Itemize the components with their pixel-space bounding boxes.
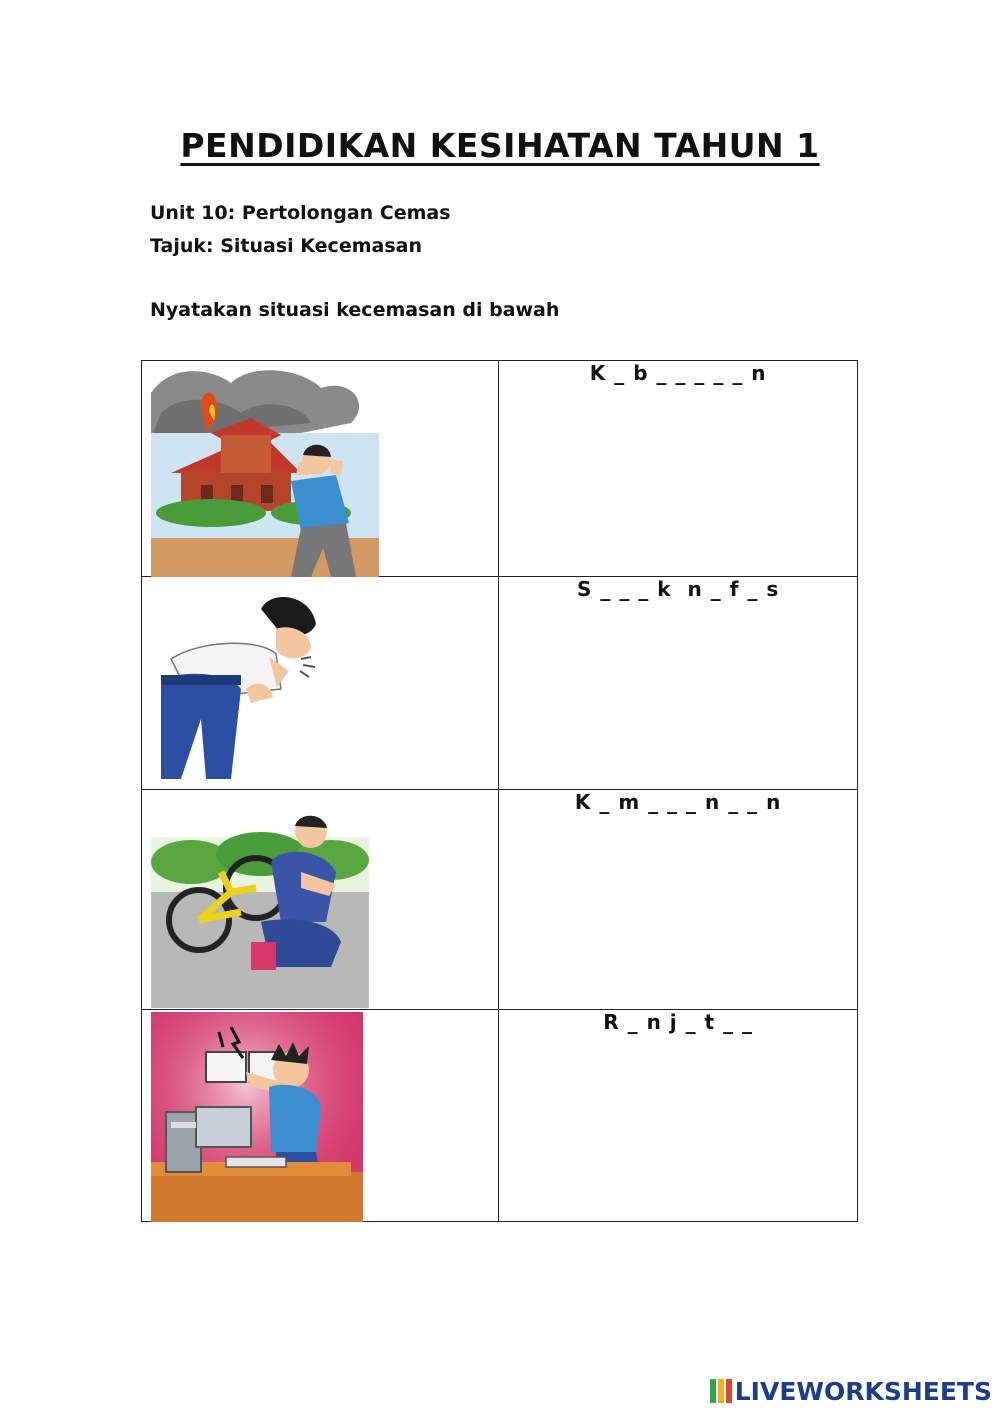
answer-text[interactable]: R _ n j _ t _ _ (603, 1010, 754, 1034)
image-cell (142, 577, 499, 790)
electric-shock-icon (151, 1012, 363, 1222)
answer-cell (499, 577, 858, 790)
house-fire-icon (151, 363, 379, 577)
question-table (141, 360, 858, 1222)
choking-boy-icon (151, 579, 351, 787)
question-row (142, 577, 858, 790)
instruction-text: Nyatakan situasi kecemasan di bawah (150, 299, 560, 321)
answer-text[interactable]: K _ b _ _ _ _ _ n (589, 361, 767, 385)
topic-label: Tajuk: Situasi Kecemasan (150, 235, 422, 257)
unit-label: Unit 10: Pertolongan Cemas (150, 202, 451, 224)
image-cell (142, 1010, 499, 1222)
image-cell (142, 361, 499, 577)
brand-name: LIVEWORKSHEETS (734, 1376, 992, 1406)
liveworksheets-logo-icon (710, 1379, 732, 1403)
answer-cell (499, 790, 858, 1010)
answer-cell (499, 361, 858, 577)
answer-text[interactable]: S _ _ _ k n _ f _ s (577, 577, 780, 601)
question-row (142, 361, 858, 577)
image-cell (142, 790, 499, 1010)
brand-logo (710, 1376, 992, 1406)
worksheet-title: PENDIDIKAN KESIHATAN TAHUN 1 (180, 126, 820, 165)
answer-text[interactable]: K _ m _ _ _ n _ _ n (574, 790, 782, 814)
answer-cell (499, 1010, 858, 1222)
bicycle-fall-icon (151, 792, 369, 1008)
question-row (142, 1010, 858, 1222)
question-row (142, 790, 858, 1010)
